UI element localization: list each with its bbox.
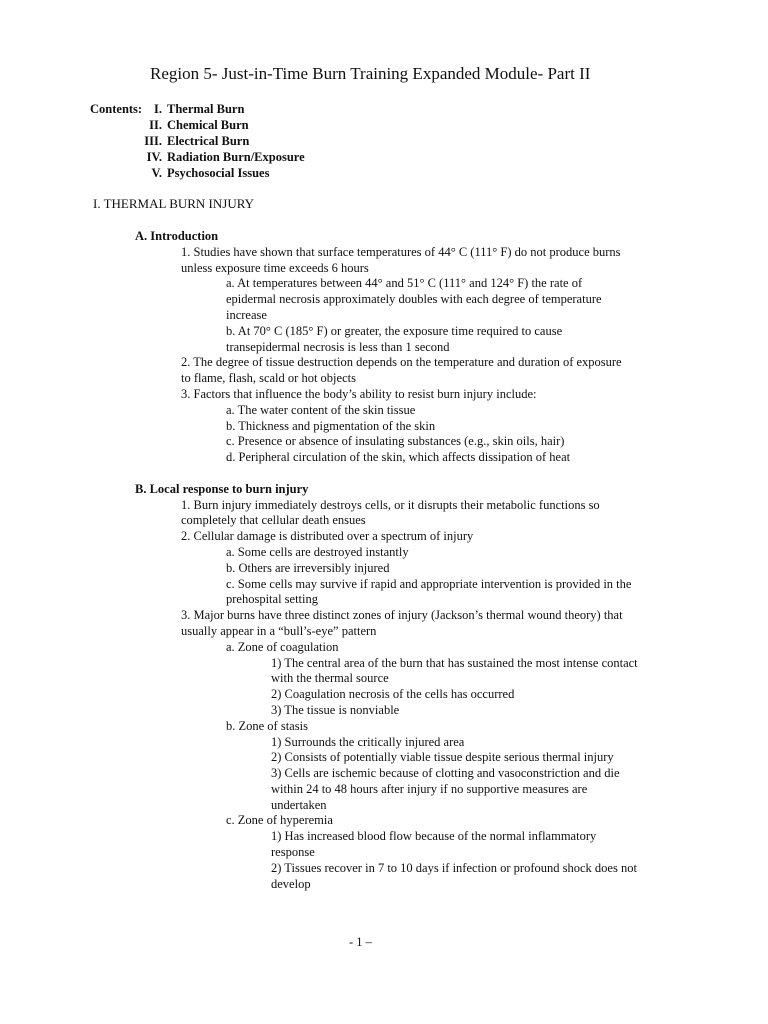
section-title: I. THERMAL BURN INJURY <box>93 196 255 211</box>
outline-line: b. Zone of stasis <box>226 718 308 733</box>
outline-line: prehospital setting <box>226 592 318 607</box>
outline-line: completely that cellular death ensues <box>181 513 366 528</box>
outline-line: unless exposure time exceeds 6 hours <box>181 260 369 275</box>
spacer <box>0 466 768 482</box>
outline-line: c. Some cells may survive if rapid and appropriate intervention is provided in the <box>226 576 632 591</box>
outline-line: b. At 70° C (185° F) or greater, the exposure time required to cause <box>226 323 563 338</box>
outline-line: develop <box>271 876 311 891</box>
outline-line: transepidermal necrosis is less than 1 second <box>226 339 450 354</box>
outline-line: 1) Has increased blood flow because of the normal inflammatory <box>271 829 597 844</box>
contents-item-number: III. <box>144 134 162 148</box>
contents-item-number: V. <box>151 166 162 180</box>
contents-item-number: II. <box>149 118 162 132</box>
outline-line: 2) Coagulation necrosis of the cells has occurred <box>271 687 515 702</box>
contents-item-number: IV. <box>146 150 162 164</box>
contents-item-number: I. <box>154 102 162 116</box>
outline-line: 1. Burn injury immediately destroys cells, or it disrupts their metabolic functions so <box>181 497 600 512</box>
outline-line: 2. Cellular damage is distributed over a spectrum of injury <box>181 529 474 544</box>
outline-line: within 24 to 48 hours after injury if no supportive measures are <box>271 781 588 796</box>
outline-line: c. Presence or absence of insulating substances (e.g., skin oils, hair) <box>226 434 565 449</box>
outline-line: 3. Major burns have three distinct zones of injury (Jackson’s thermal wound theory) that <box>181 608 623 623</box>
subsection-heading: B. Local response to burn injury <box>135 481 309 496</box>
outline-line: 2) Tissues recover in 7 to 10 days if infection or profound shock does not <box>271 860 637 875</box>
outline-line: with the thermal source <box>271 671 389 686</box>
contents-item-text: Electrical Burn <box>167 134 250 148</box>
outline-line: c. Zone of hyperemia <box>226 813 333 828</box>
outline-line: b. Thickness and pigmentation of the skin <box>226 418 436 433</box>
outline-line: increase <box>226 307 267 322</box>
outline-line: 2) Consists of potentially viable tissue despite serious thermal injury <box>271 750 614 765</box>
outline-line: 1. Studies have shown that surface temperatures of 44° C (111° F) do not produce burns <box>181 244 621 259</box>
outline-line: 3. Factors that influence the body’s ability to resist burn injury include: <box>181 386 537 401</box>
outline-line: to flame, flash, scald or hot objects <box>181 371 356 386</box>
page-number: - 1 – <box>349 935 372 949</box>
outline-line: a. At temperatures between 44° and 51° C (111° and 124° F) the rate of <box>226 276 583 291</box>
outline-line: a. The water content of the skin tissue <box>226 402 416 417</box>
contents-item-text: Psychosocial Issues <box>167 166 270 180</box>
outline-line: 2. The degree of tissue destruction depends on the temperature and duration of exposure <box>181 355 622 370</box>
contents-item-text: Thermal Burn <box>167 102 245 116</box>
contents-item-text: Chemical Burn <box>167 118 249 132</box>
outline-line: usually appear in a “bull’s-eye” pattern <box>181 623 377 638</box>
outline-line: 3) Cells are ischemic because of clotting and vasoconstriction and die <box>271 766 620 781</box>
outline-line: response <box>271 845 315 860</box>
outline-line: a. Some cells are destroyed instantly <box>226 544 409 559</box>
outline-line: b. Others are irreversibly injured <box>226 560 390 575</box>
outline-line: a. Zone of coagulation <box>226 639 339 654</box>
contents-label: Contents: <box>90 102 143 116</box>
contents-item-text: Radiation Burn/Exposure <box>167 150 305 164</box>
outline-line: undertaken <box>271 797 327 812</box>
outline-line: 3) The tissue is nonviable <box>271 702 400 717</box>
outline-line: 1) Surrounds the critically injured area <box>271 734 465 749</box>
subsection-heading: A. Introduction <box>135 229 219 243</box>
section-body <box>0 229 768 892</box>
outline-line: 1) The central area of the burn that has sustained the most intense contact <box>271 655 638 670</box>
document-title: Region 5- Just-in-Time Burn Training Expanded Module- Part II <box>150 64 591 83</box>
outline-line: d. Peripheral circulation of the skin, which affects dissipation of heat <box>226 450 571 465</box>
outline-line: epidermal necrosis approximately doubles with each degree of temperature <box>226 292 602 307</box>
